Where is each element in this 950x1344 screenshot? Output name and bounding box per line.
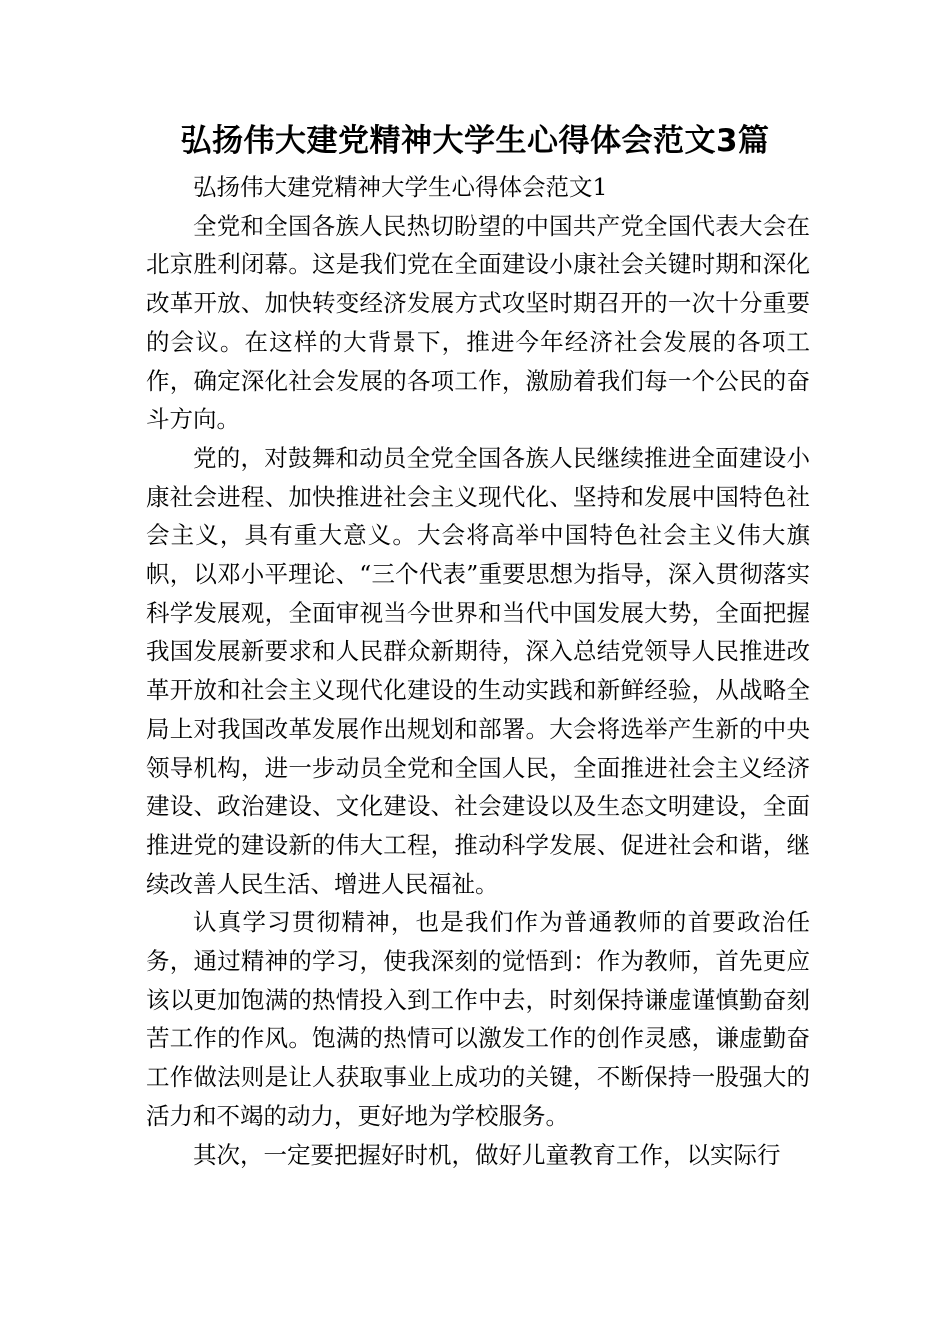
paragraph-1: 全党和全国各族人民热切盼望的中国共产党全国代表大会在北京胜利闭幕。这是我们党在全面建设小康社会关键时期和深化改革开放、加快转变经济发展方式攻坚时期召开的一次十分重要的会议。在这样的大背景下，推进今年经济社会发展的各项工作，确定深化社会发展的各项工作，激励着我们每一个公民的奋斗方向。 <box>146 211 810 434</box>
paragraph-4: 其次，一定要把握好时机，做好儿童教育工作，以实际行 <box>193 1140 781 1169</box>
paragraph-2: 党的，对鼓舞和动员全党全国各族人民继续推进全面建设小康社会进程、加快推进社会主义现代化、坚持和发展中国特色社会主义，具有重大意义。大会将高举中国特色社会主义伟大旗帜，以邓小平理论、“三个代表”重要思想为指导，深入贯彻落实科学发展观，全面审视当今世界和当代中国发展大势，全面把握我国发展新要求和人民群众新期待，深入总结党领导人民推进改革开放和社会主义现代化建设的生动实践和新鲜经验，从战略全局上对我国改革发展作出规划和部署。大会将选举产生新的中央领导机构，进一步动员全党和全国人民，全面推进社会主义经济建设、政治建设、文化建设、社会建设以及生态文明建设，全面推进党的建设新的伟大工程，推动科学发展、促进社会和谐，继续改善人民生活、增进人民福祉。 <box>146 443 810 898</box>
paragraph-3: 认真学习贯彻精神，也是我们作为普通教师的首要政治任务，通过精神的学习，使我深刻的觉悟到：作为教师，首先更应该以更加饱满的热情投入到工作中去，时刻保持谦虚谨慎勤奋刻苦工作的作风。饱满的热情可以激发工作的创作灵感，谦虚勤奋工作做法则是让人获取事业上成功的关键，不断保持一股强大的活力和不竭的动力，更好地为学校服务。 <box>146 908 810 1130</box>
document-body <box>146 168 810 1174</box>
document-title: 弘扬伟大建党精神大学生心得体会范文3篇 <box>180 123 770 159</box>
section-subtitle: 弘扬伟大建党精神大学生心得体会范文1 <box>193 173 608 201</box>
